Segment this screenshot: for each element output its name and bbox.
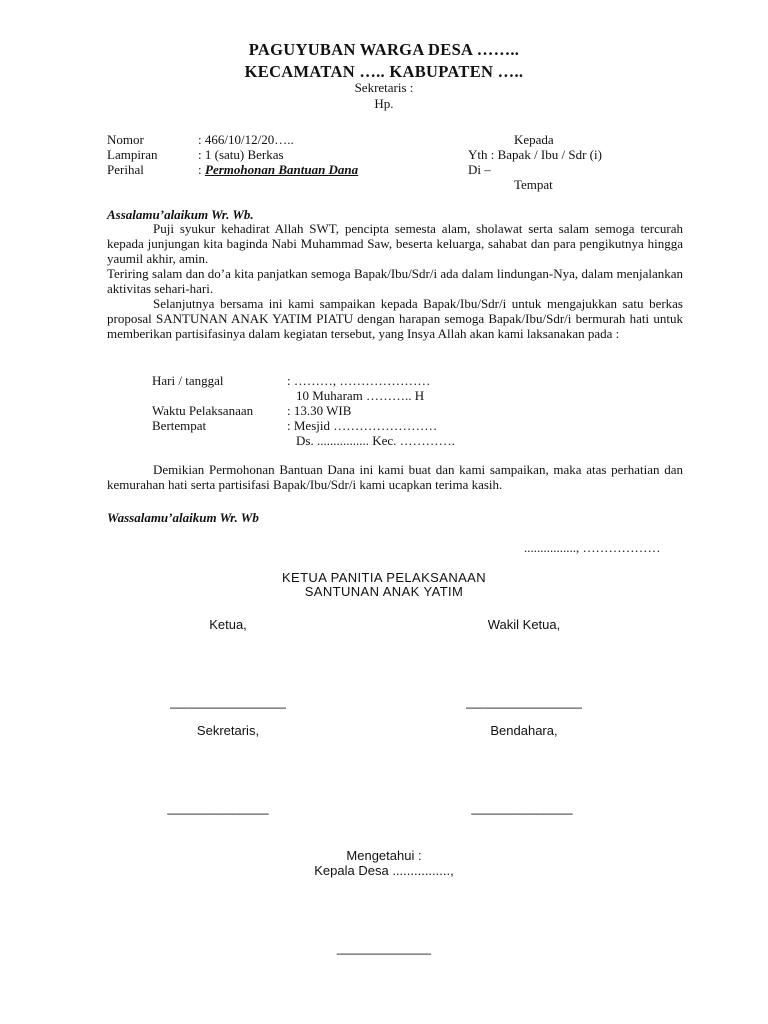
paragraph-opening: Puji syukur kehadirat Allah SWT, pencipta semesta alam, sholawat serta salam semoga tercurah kepada junjungan kita baginda Nabi Muhammad Saw, beserta keluarga, sahabat dan para pengikutnya hingga yaumil akhir, amin. xyxy=(107,221,683,266)
letterhead-org: PAGUYUBAN WARGA DESA …….. xyxy=(248,40,520,59)
signature-ketua-title: Ketua, xyxy=(209,617,247,632)
letterhead-region: KECAMATAN ….. KABUPATEN ….. xyxy=(244,62,524,81)
recipient-yth: Yth : Bapak / Ibu / Sdr (i) xyxy=(468,147,602,162)
letterhead-phone: Hp. xyxy=(374,96,394,111)
lampiran-label: Lampiran xyxy=(107,147,158,162)
committee-title-line1: KETUA PANITIA PELAKSANAAN xyxy=(281,570,487,585)
recipient-tempat: Tempat xyxy=(514,177,553,192)
event-hijri-value: 10 Muharam ……….. H xyxy=(296,388,425,403)
event-hari-value: : ………, ………………… xyxy=(287,373,431,388)
paragraph-prayer: Teriring salam dan do’a kita panjatkan semoga Bapak/Ibu/Sdr/i ada dalam lindungan-Nya, dalam menjalankan aktivitas sehari-hari. xyxy=(107,266,683,296)
closing-salutation: Wassalamu’alaikum Wr. Wb xyxy=(107,510,259,525)
date-line: ................, ……………… xyxy=(524,540,661,555)
event-tempat-label: Bertempat xyxy=(152,418,207,433)
event-waktu-value: : 13.30 WIB xyxy=(287,403,352,418)
village-head-line: _____________ xyxy=(337,940,431,955)
nomor-value: : 466/10/12/20….. xyxy=(198,132,294,147)
perihal-colon: : xyxy=(198,162,202,177)
signature-sekretaris-title: Sekretaris, xyxy=(196,723,260,738)
signature-sekretaris-line: ______________ xyxy=(167,800,269,815)
signature-bendahara-title: Bendahara, xyxy=(490,723,558,738)
perihal-label: Perihal xyxy=(107,162,144,177)
event-waktu-label: Waktu Pelaksanaan xyxy=(152,403,254,418)
recipient-di: Di – xyxy=(468,162,491,177)
committee-title-line2: SANTUNAN ANAK YATIM xyxy=(304,584,464,599)
signature-bendahara-line: ______________ xyxy=(471,800,573,815)
event-ds-value: Ds. ................ Kec. …………. xyxy=(296,433,455,448)
greeting: Assalamu’alaikum Wr. Wb. xyxy=(107,207,254,222)
paragraph-closing: Demikian Permohonan Bantuan Dana ini kami buat dan kami sampaikan, maka atas perhatian dan kemurahan hati serta partisifasi Bapak/Ibu/Sdr/i kami ucapkan terima kasih. xyxy=(107,462,683,492)
event-hari-label: Hari / tanggal xyxy=(152,373,224,388)
letterhead-secretary: Sekretaris : xyxy=(354,80,414,95)
village-head-title: Kepala Desa ................, xyxy=(314,863,454,878)
acknowledged-label: Mengetahui : xyxy=(346,848,422,863)
paragraph-request: Selanjutnya bersama ini kami sampaikan kepada Bapak/Ibu/Sdr/i untuk mengajukkan satu berkas proposal SANTUNAN ANAK YATIM PIATU dengan harapan semoga Bapak/Ibu/Sdr/i bermurah hati untuk memberikan partisifasinya dalam kegiatan tersebut, yang Insya Allah akan kami laksanakan pada : xyxy=(107,296,683,341)
signature-wakil-line: ________________ xyxy=(466,694,582,709)
event-tempat-value: : Mesjid …………………… xyxy=(287,418,438,433)
nomor-label: Nomor xyxy=(107,132,144,147)
signature-ketua-line: ________________ xyxy=(170,694,286,709)
signature-wakil-title: Wakil Ketua, xyxy=(487,617,561,632)
perihal-value: Permohonan Bantuan Dana xyxy=(205,162,359,177)
lampiran-value: : 1 (satu) Berkas xyxy=(198,147,284,162)
recipient-kepada: Kepada xyxy=(514,132,554,147)
